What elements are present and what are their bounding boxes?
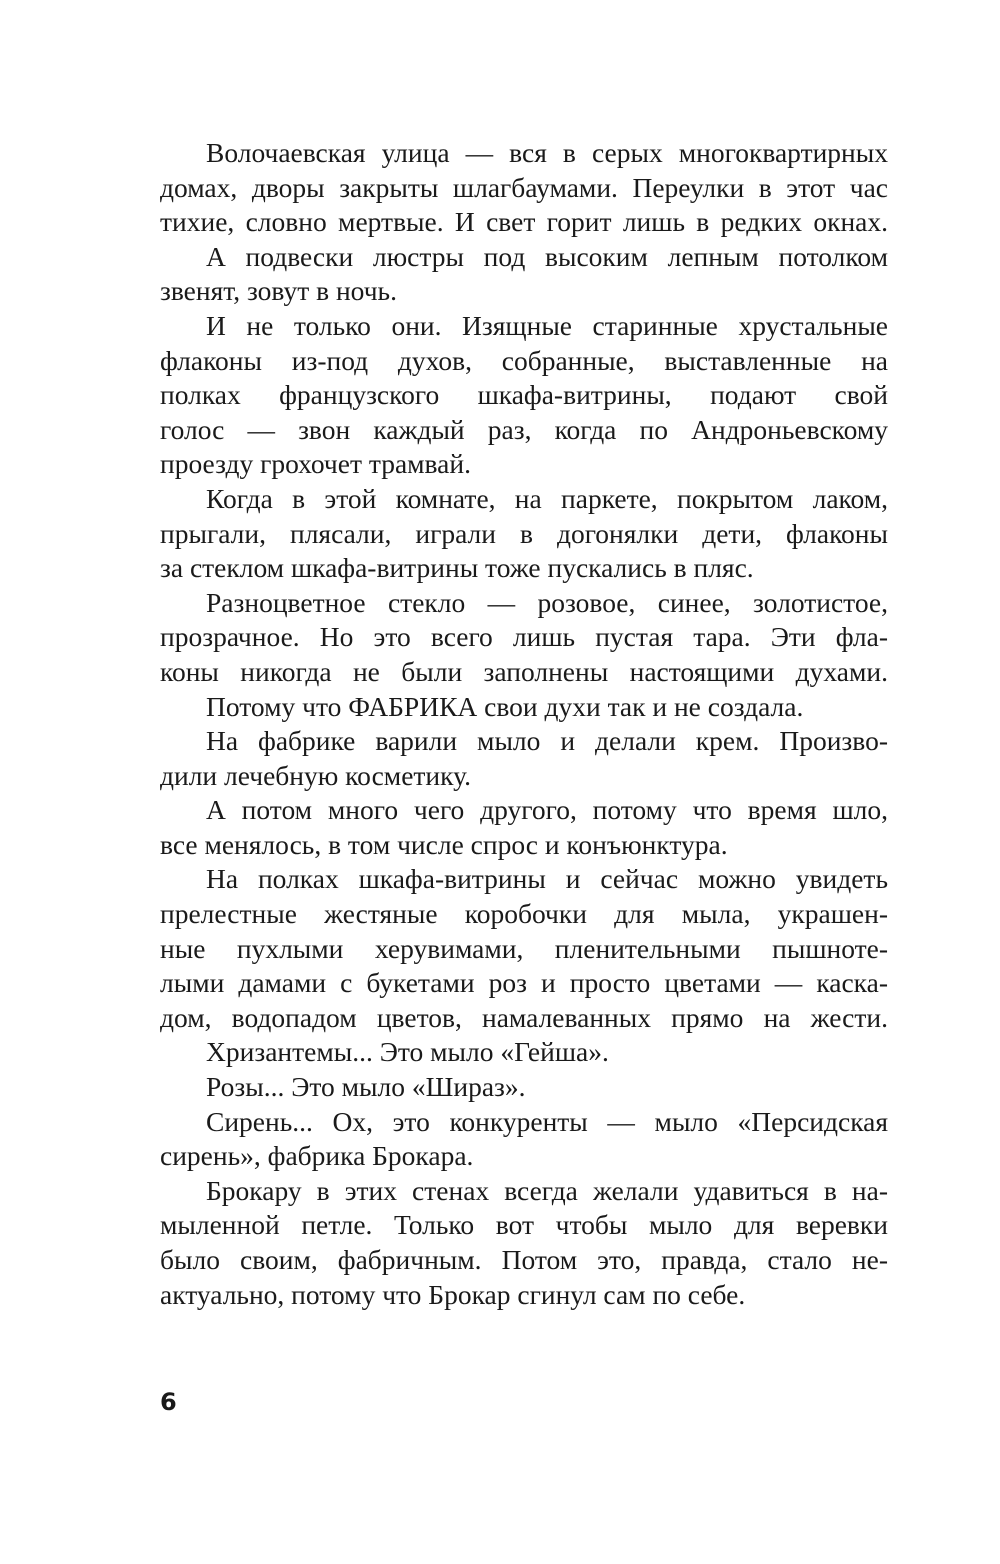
text-line: И не только они. Изящные старинные хрустальные: [206, 309, 888, 341]
text-line: тихие, словно мертвые. И свет горит лишь в редких окнах.: [160, 206, 888, 238]
text-line: лыми дамами с букетами роз и просто цветами — каска-: [160, 967, 888, 999]
paragraph: [160, 1070, 888, 1105]
text-line: коны никогда не были заполнены настоящими духами.: [160, 655, 888, 687]
page-number: 6: [160, 1388, 177, 1416]
text-line: Разноцветное стекло — розовое, синее, золотистое,: [206, 586, 888, 618]
paragraph: [160, 862, 888, 1035]
text-line: ные пухлыми херувимами, пленительными пышноте-: [160, 932, 888, 964]
text-line: Хризантемы... Это мыло «Гейша».: [206, 1036, 609, 1068]
text-line: прелестные жестяные коробочки для мыла, украшен-: [160, 898, 888, 930]
text-line: Когда в этой комнате, на паркете, покрытом лаком,: [206, 482, 888, 514]
text-line: дом, водопадом цветов, намалеванных прямо на жести.: [160, 1001, 888, 1033]
text-line: флаконы из-под духов, собранные, выставленные на: [160, 344, 888, 376]
text-line: прозрачное. Но это всего лишь пустая тара. Эти фла-: [160, 621, 888, 653]
paragraph: [160, 724, 888, 793]
text-line: проезду грохочет трамвай.: [160, 448, 471, 480]
text-line: Сирень... Ох, это конкуренты — мыло «Персидская: [206, 1105, 888, 1137]
text-line: Розы... Это мыло «Шираз».: [206, 1071, 526, 1103]
text-line: было своим, фабричным. Потом это, правда, стало не-: [160, 1244, 888, 1275]
paragraph: [160, 793, 888, 862]
paragraph: [160, 1035, 888, 1070]
text-line: все менялось, в том числе спрос и конъюнктура.: [160, 828, 728, 860]
text-line: звенят, зовут в ночь.: [160, 275, 397, 307]
text-line: голос — звон каждый раз, когда по Андроньевскому: [160, 413, 888, 445]
text-line: Волочаевская улица — вся в серых многоквартирных: [206, 137, 888, 168]
text-line: домах, дворы закрыты шлагбаумами. Переулки в этот час: [160, 171, 888, 203]
text-line: за стеклом шкафа-витрины тоже пускались в пляс.: [160, 552, 754, 584]
paragraph: [160, 1105, 888, 1174]
text-line: сирень», фабрика Брокара.: [160, 1140, 474, 1172]
text-line: мыленной петле. Только вот чтобы мыло для веревки: [160, 1209, 888, 1241]
text-line: А потом много чего другого, потому что время шло,: [206, 794, 888, 826]
text-line: прыгали, плясали, играли в догонялки дети, флаконы: [160, 517, 888, 549]
text-line: На фабрике варили мыло и делали крем. Произво-: [206, 725, 888, 757]
text-line: Потому что ФАБРИКА свои духи так и не создала.: [206, 690, 804, 722]
paragraph: [160, 690, 888, 725]
paragraph: [160, 482, 888, 586]
body-text: [160, 136, 888, 1312]
paragraph: [160, 1174, 888, 1312]
text-line: дили лечебную косметику.: [160, 759, 471, 791]
text-line: Брокару в этих стенах всегда желали удавиться в на-: [206, 1174, 888, 1206]
text-line: актуально, потому что Брокар сгинул сам по себе.: [160, 1278, 746, 1310]
paragraph: [160, 240, 888, 309]
paragraph: [160, 136, 888, 240]
paragraph: [160, 586, 888, 690]
text-line: полках французского шкафа-витрины, подают свой: [160, 379, 888, 411]
text-line: А подвески люстры под высоким лепным потолком: [206, 240, 888, 272]
text-line: На полках шкафа-витрины и сейчас можно увидеть: [206, 863, 888, 895]
paragraph: [160, 309, 888, 482]
